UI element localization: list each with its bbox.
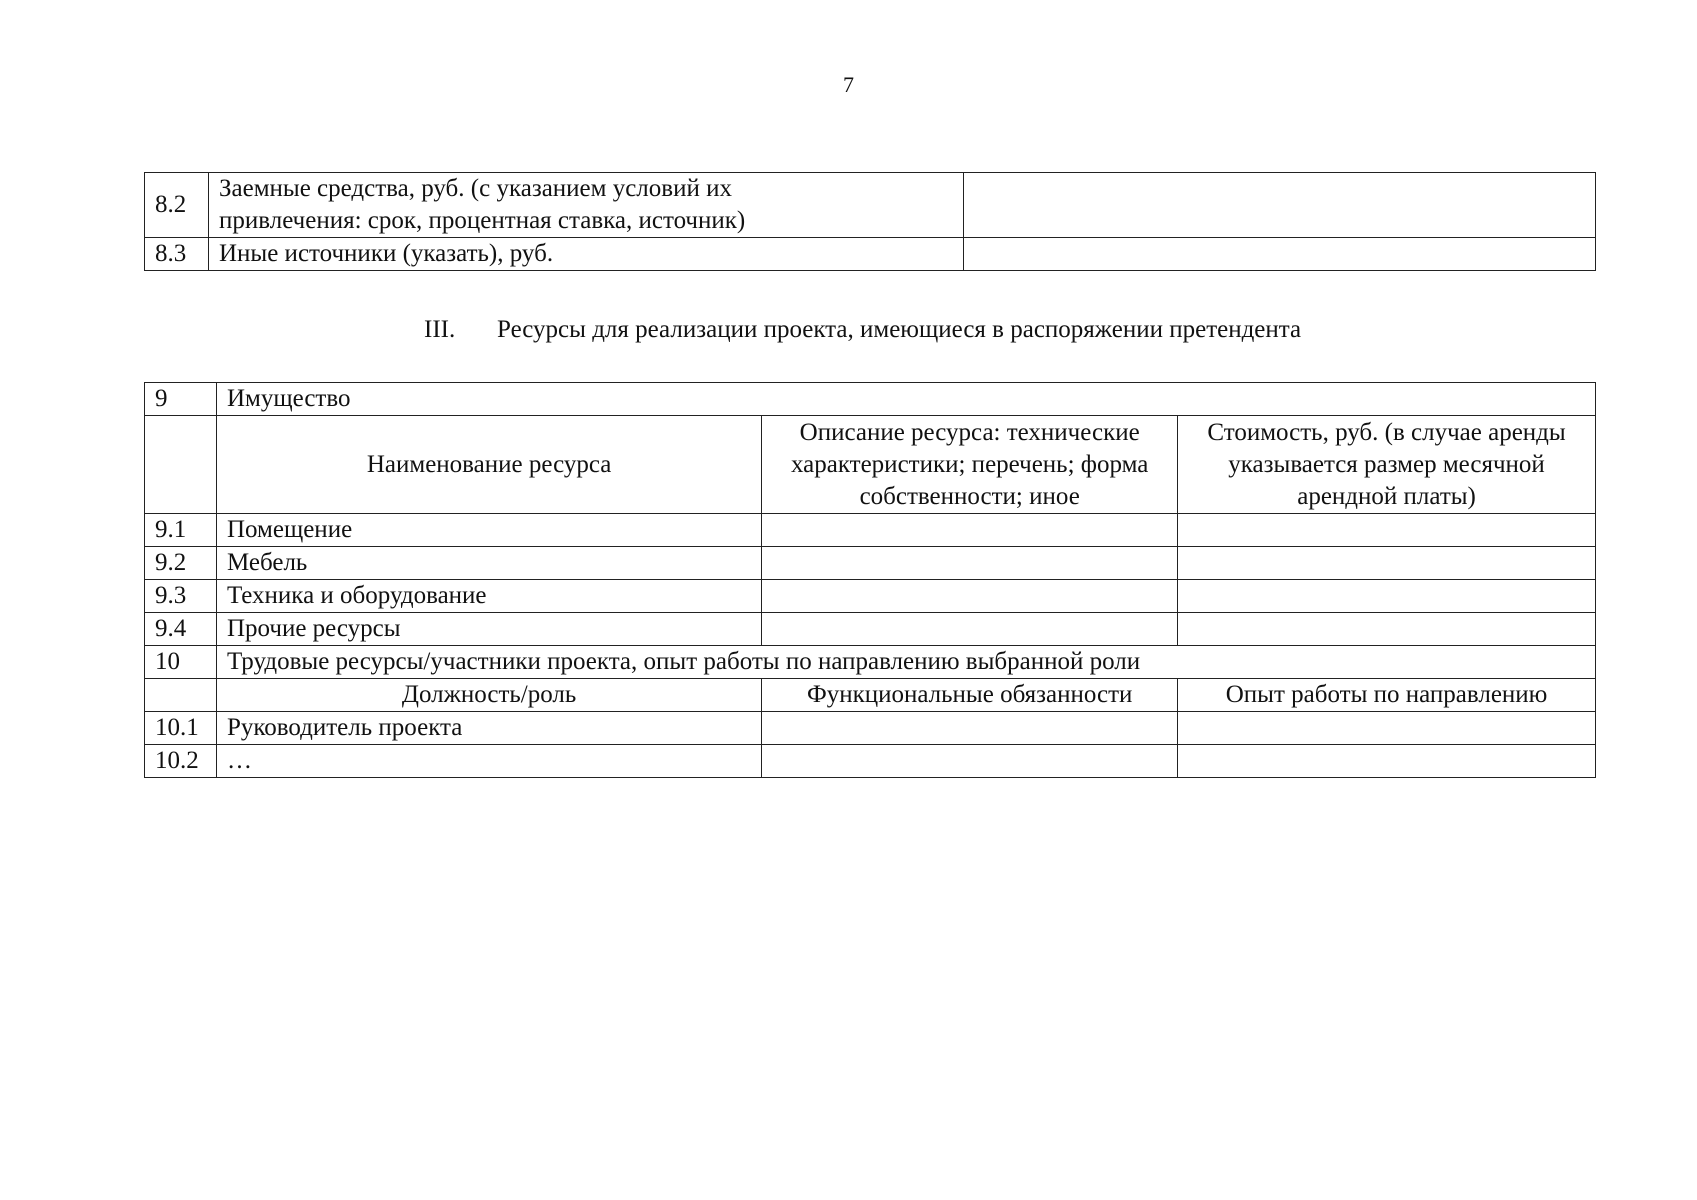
row-number: 9 — [145, 383, 217, 416]
row-number: 10 — [145, 646, 217, 679]
row-number: 10.2 — [145, 745, 217, 778]
row-label-line: Заемные средства, руб. (с указанием условий их — [218, 175, 732, 202]
duties-cell[interactable] — [762, 712, 1178, 745]
section-row-label: Имущество — [216, 383, 1595, 416]
section-heading — [424, 316, 1301, 344]
duties-cell[interactable] — [762, 745, 1178, 778]
row-number: 9.2 — [145, 547, 217, 580]
column-header: Опыт работы по направлению — [1178, 679, 1596, 712]
empty-cell — [145, 679, 217, 712]
value-cell[interactable] — [964, 238, 1596, 271]
row-number: 8.2 — [145, 173, 209, 238]
table-header-row — [145, 679, 1596, 712]
table-row — [145, 580, 1596, 613]
experience-cell[interactable] — [1178, 712, 1596, 745]
row-label — [208, 173, 964, 238]
description-cell[interactable] — [762, 547, 1178, 580]
column-header: Описание ресурса: технические характеристики; перечень; форма собственности; иное — [762, 416, 1178, 514]
row-number: 9.4 — [145, 613, 217, 646]
row-label: … — [216, 745, 761, 778]
table-row — [145, 745, 1596, 778]
experience-cell[interactable] — [1178, 745, 1596, 778]
column-header: Должность/роль — [216, 679, 761, 712]
page-number: 7 — [843, 72, 854, 97]
row-number: 8.3 — [145, 238, 209, 271]
funding-sources-table — [144, 172, 1596, 271]
row-number: 9.1 — [145, 514, 217, 547]
description-cell[interactable] — [762, 580, 1178, 613]
empty-cell — [145, 416, 217, 514]
table-row — [145, 173, 1596, 238]
column-header: Функциональные обязанности — [762, 679, 1178, 712]
table-row — [145, 383, 1596, 416]
row-number: 9.3 — [145, 580, 217, 613]
description-cell[interactable] — [762, 613, 1178, 646]
section-title: Ресурсы для реализации проекта, имеющиеся в распоряжении претендента — [497, 316, 1302, 343]
value-cell[interactable] — [964, 173, 1596, 238]
cost-cell[interactable] — [1178, 580, 1596, 613]
row-label-line: привлечения: срок, процентная ставка, источник) — [218, 207, 746, 234]
column-header: Стоимость, руб. (в случае аренды указывается размер месячной арендной платы) — [1178, 416, 1596, 514]
row-label: Иные источники (указать), руб. — [208, 238, 964, 271]
row-label: Помещение — [216, 514, 761, 547]
table-row — [145, 238, 1596, 271]
table-row — [145, 547, 1596, 580]
resources-table — [144, 382, 1596, 778]
column-header: Наименование ресурса — [216, 416, 761, 514]
row-label: Руководитель проекта — [216, 712, 761, 745]
table-row — [145, 646, 1596, 679]
row-label: Техника и оборудование — [216, 580, 761, 613]
table-row — [145, 514, 1596, 547]
table-row — [145, 613, 1596, 646]
cost-cell[interactable] — [1178, 547, 1596, 580]
row-label: Прочие ресурсы — [216, 613, 761, 646]
description-cell[interactable] — [762, 514, 1178, 547]
section-row-label: Трудовые ресурсы/участники проекта, опыт работы по направлению выбранной роли — [216, 646, 1595, 679]
row-label: Мебель — [216, 547, 761, 580]
table-header-row — [145, 416, 1596, 514]
row-number: 10.1 — [145, 712, 217, 745]
table-row — [145, 712, 1596, 745]
cost-cell[interactable] — [1178, 514, 1596, 547]
section-number: III. — [424, 316, 456, 343]
cost-cell[interactable] — [1178, 613, 1596, 646]
